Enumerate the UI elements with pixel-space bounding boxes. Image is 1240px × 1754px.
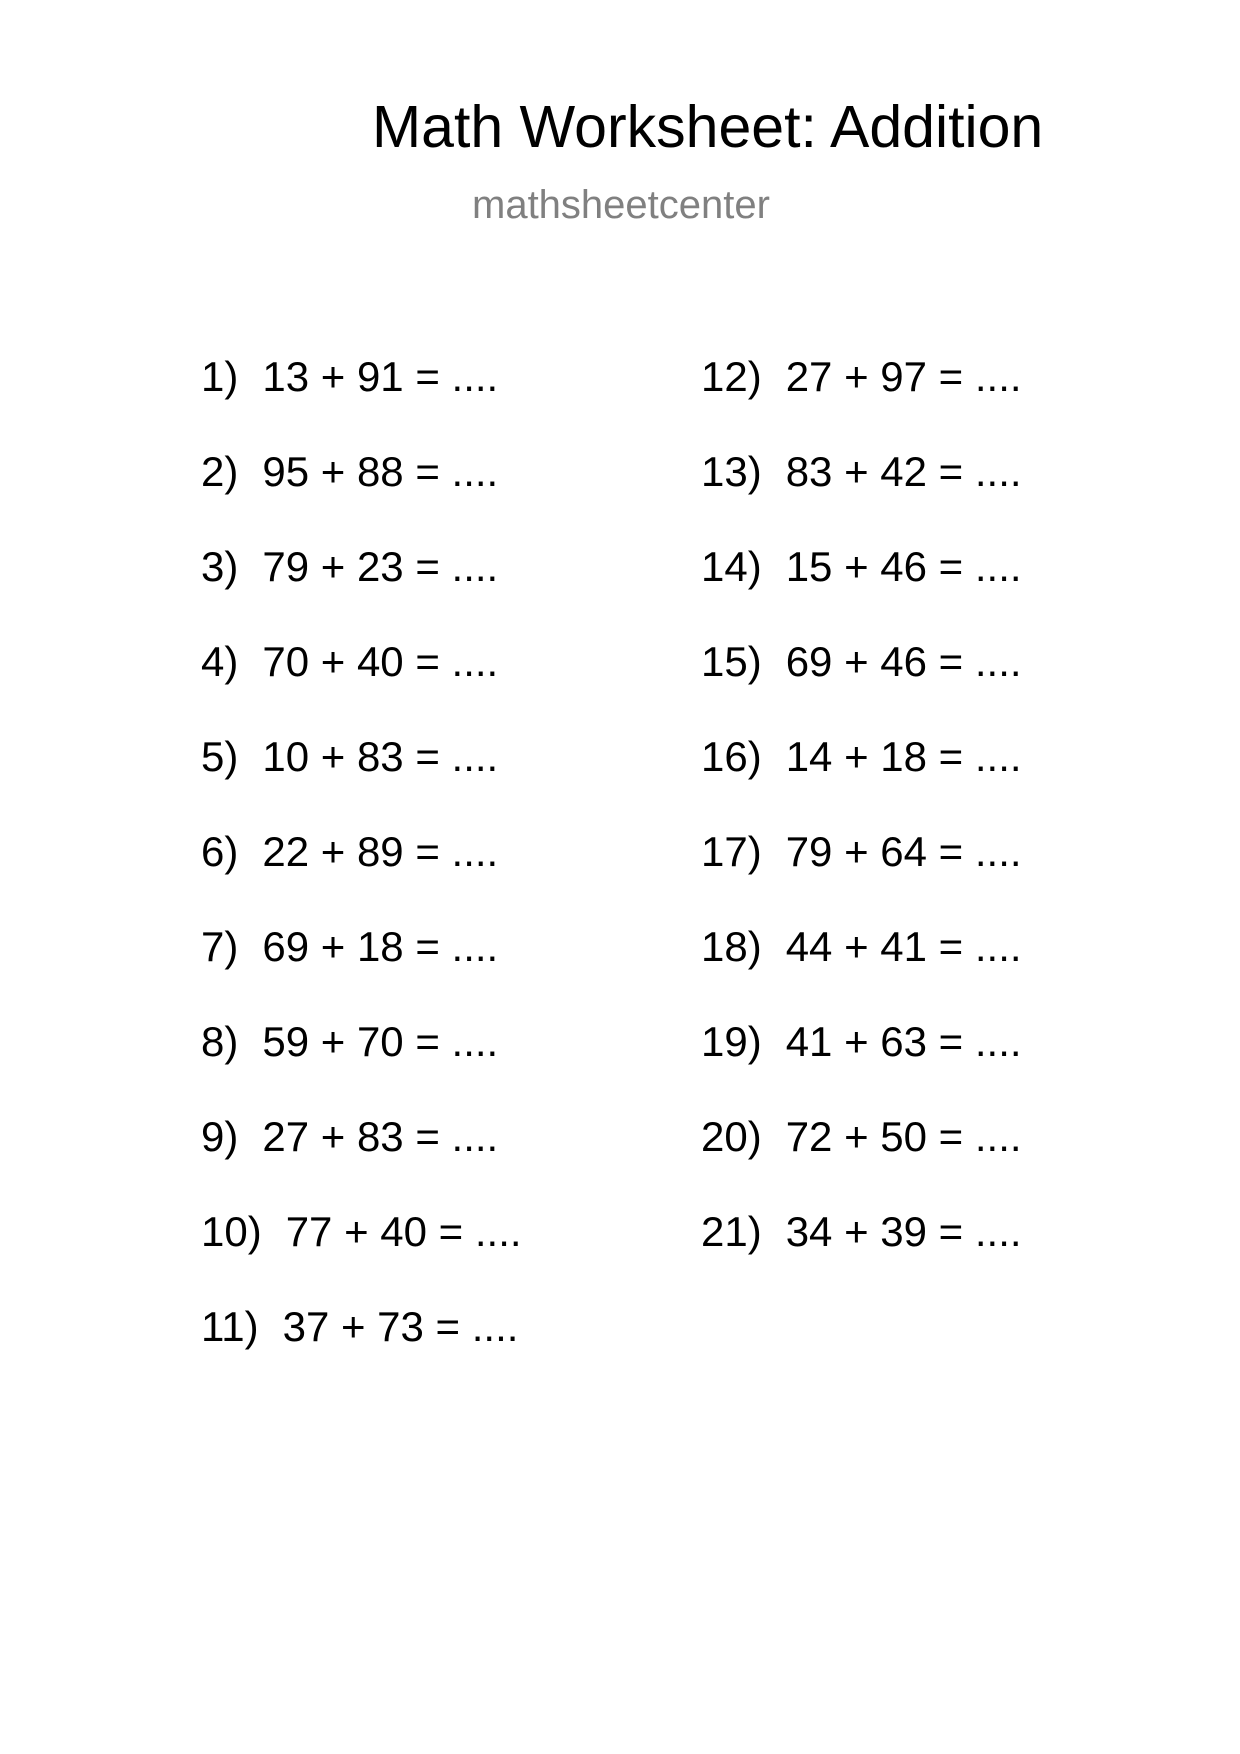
problem-item bbox=[201, 1208, 522, 1306]
problem-expression: 10 + 83 = .... bbox=[262, 733, 499, 780]
problem-expression: 79 + 64 = .... bbox=[785, 828, 1022, 875]
problem-expression: 15 + 46 = .... bbox=[785, 543, 1022, 590]
problem-expression: 69 + 46 = .... bbox=[785, 638, 1022, 685]
problem-expression: 79 + 23 = .... bbox=[262, 543, 499, 590]
problem-number: 15) bbox=[701, 638, 762, 685]
problem-expression: 59 + 70 = .... bbox=[262, 1018, 499, 1065]
problem-number: 14) bbox=[701, 543, 762, 590]
problem-item bbox=[201, 733, 522, 831]
problem-item bbox=[701, 828, 1022, 926]
problem-item bbox=[201, 828, 522, 926]
problem-expression: 27 + 97 = .... bbox=[785, 353, 1022, 400]
problem-number: 17) bbox=[701, 828, 762, 875]
problem-item bbox=[701, 733, 1022, 831]
problem-number: 18) bbox=[701, 923, 762, 970]
problem-item bbox=[201, 638, 522, 736]
problem-expression: 70 + 40 = .... bbox=[262, 638, 499, 685]
problem-item bbox=[201, 353, 522, 451]
problem-expression: 83 + 42 = .... bbox=[785, 448, 1022, 495]
problem-column-right bbox=[701, 353, 1022, 1306]
problem-number: 6) bbox=[201, 828, 239, 875]
problem-number: 12) bbox=[701, 353, 762, 400]
problem-expression: 22 + 89 = .... bbox=[262, 828, 499, 875]
problem-number: 2) bbox=[201, 448, 239, 495]
problem-number: 8) bbox=[201, 1018, 239, 1065]
problem-number: 13) bbox=[701, 448, 762, 495]
problem-number: 19) bbox=[701, 1018, 762, 1065]
problem-number: 21) bbox=[701, 1208, 762, 1255]
problem-item bbox=[201, 1018, 522, 1116]
problem-item bbox=[201, 923, 522, 1021]
problem-number: 3) bbox=[201, 543, 239, 590]
problem-number: 16) bbox=[701, 733, 762, 780]
problem-item bbox=[201, 1303, 522, 1401]
problem-item bbox=[201, 543, 522, 641]
problem-item bbox=[701, 638, 1022, 736]
problem-item bbox=[701, 1113, 1022, 1211]
problem-number: 11) bbox=[201, 1303, 259, 1350]
problem-expression: 41 + 63 = .... bbox=[785, 1018, 1022, 1065]
problem-expression: 69 + 18 = .... bbox=[262, 923, 499, 970]
problem-item bbox=[701, 543, 1022, 641]
problem-expression: 27 + 83 = .... bbox=[262, 1113, 499, 1160]
problem-number: 9) bbox=[201, 1113, 239, 1160]
problem-item bbox=[701, 1018, 1022, 1116]
problem-column-left bbox=[201, 353, 522, 1401]
problem-number: 7) bbox=[201, 923, 239, 970]
problem-expression: 14 + 18 = .... bbox=[785, 733, 1022, 780]
problem-number: 10) bbox=[201, 1208, 262, 1255]
problem-number: 4) bbox=[201, 638, 239, 685]
problem-item bbox=[701, 1208, 1022, 1306]
problem-expression: 44 + 41 = .... bbox=[785, 923, 1022, 970]
problem-item bbox=[701, 923, 1022, 1021]
problem-expression: 37 + 73 = .... bbox=[282, 1303, 519, 1350]
problem-item bbox=[201, 448, 522, 546]
problem-expression: 13 + 91 = .... bbox=[262, 353, 499, 400]
worksheet-title: Math Worksheet: Addition bbox=[372, 94, 1044, 160]
problem-expression: 77 + 40 = .... bbox=[285, 1208, 522, 1255]
problem-item bbox=[201, 1113, 522, 1211]
problem-expression: 34 + 39 = .... bbox=[785, 1208, 1022, 1255]
worksheet-subtitle: mathsheetcenter bbox=[472, 183, 770, 227]
problem-number: 5) bbox=[201, 733, 239, 780]
problem-number: 20) bbox=[701, 1113, 762, 1160]
problem-expression: 72 + 50 = .... bbox=[785, 1113, 1022, 1160]
problem-number: 1) bbox=[201, 353, 239, 400]
problem-item bbox=[701, 448, 1022, 546]
problem-expression: 95 + 88 = .... bbox=[262, 448, 499, 495]
problem-item bbox=[701, 353, 1022, 451]
